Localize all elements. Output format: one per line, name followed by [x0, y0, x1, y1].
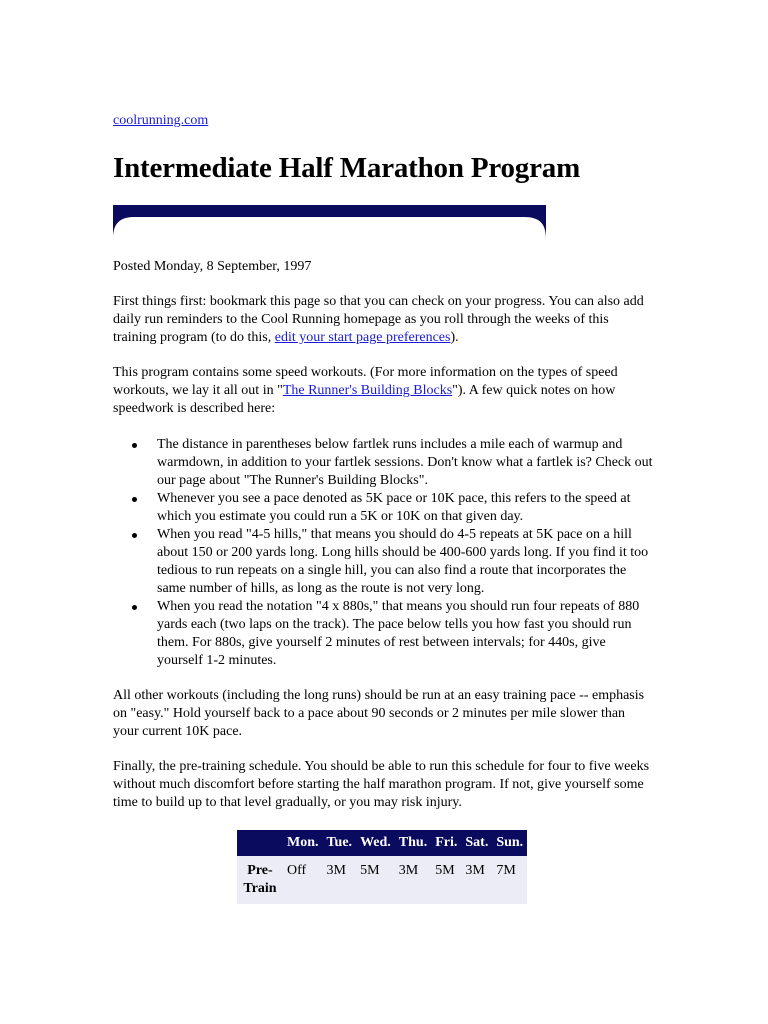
day-header-thu: Thu.: [395, 830, 431, 856]
site-link[interactable]: coolrunning.com: [113, 113, 209, 128]
list-item: [157, 436, 653, 490]
table-cell: 3M: [461, 856, 492, 904]
table-cell: 3M: [323, 856, 357, 904]
list-item: [157, 490, 653, 526]
day-header-fri: Fri.: [431, 830, 461, 856]
note-text: The distance in parentheses below fartlek runs includes a mile each of warmup and warmdown, in addition to your fartlek sessions. Don't know what a fartlek is? Check out our page about "The Runner's Building Blocks".: [157, 437, 653, 488]
row-label: Pre-Train: [237, 856, 283, 904]
day-header-wed: Wed.: [356, 830, 395, 856]
note-text: When you read "4-5 hills," that means you should do 4-5 repeats at 5K pace on a hill about 150 or 200 yards long. Long hills should be 400-600 yards long. If you find it too tedious to run repeats on a single hill, you can also find a route that incorporates the same number of hills, as long as the route is not very long.: [157, 527, 649, 596]
article: [113, 112, 653, 904]
day-header-sat: Sat.: [461, 830, 492, 856]
bullet-icon: [132, 605, 137, 610]
bullet-icon: [132, 533, 137, 538]
pretraining-schedule-table: [237, 830, 527, 904]
table-cell: 7M: [492, 856, 527, 904]
pretraining-paragraph: Finally, the pre-training schedule. You should be able to run this schedule for four to five weeks without much discomfort before starting the half marathon program. If not, give yourself some time to build up to that level gradually, or you may risk injury.: [113, 759, 650, 810]
table-cell: Off: [283, 856, 323, 904]
table-cell: 3M: [395, 856, 431, 904]
day-header-sun: Sun.: [492, 830, 527, 856]
table-corner-cell: [237, 830, 283, 856]
banner-shape: [113, 205, 546, 239]
easy-pace-paragraph: All other workouts (including the long runs) should be run at an easy training pace -- emphasis on "easy." Hold yourself back to a pace about 90 seconds or 2 minutes per mile slower than your current 10K pace.: [113, 688, 645, 739]
list-item: [157, 598, 653, 670]
intro-text-end: ).: [450, 330, 459, 345]
intro-text-start: First things first: bookmark this page so that you can check on your progress. You can also add daily run reminders to the Cool Running homepage as you roll through the weeks of this training program (to do this,: [113, 294, 644, 345]
posted-date: Posted Monday, 8 September, 1997: [113, 259, 312, 274]
day-header-mon: Mon.: [283, 830, 323, 856]
table-row: [237, 856, 527, 904]
list-item: [157, 526, 653, 598]
start-page-preferences-link[interactable]: edit your start page preferences: [274, 330, 451, 345]
speed-text-end: "). A few quick notes on how speedwork is described here:: [113, 383, 616, 416]
note-text: Whenever you see a pace denoted as 5K pace or 10K pace, this refers to the speed at which you estimate you could run a 5K or 10K on that given day.: [157, 491, 631, 524]
speedwork-notes: [113, 436, 653, 670]
speed-text-start: This program contains some speed workouts. (For more information on the types of speed workouts, we lay it all out in ": [113, 365, 618, 398]
table-cell: 5M: [356, 856, 395, 904]
building-blocks-link[interactable]: The Runner's Building Blocks: [282, 383, 453, 398]
bullet-icon: [132, 443, 137, 448]
speed-paragraph: [113, 364, 653, 418]
intro-paragraph: [113, 293, 653, 347]
table-header-row: [237, 830, 527, 856]
note-text: When you read the notation "4 x 880s," that means you should run four repeats of 880 yards each (two laps on the track). The pace below tells you how fast you should run them. For 880s, give yourself 2 minutes of rest between intervals; for 440s, give yourself 1-2 minutes.: [157, 599, 640, 668]
page-title: Intermediate Half Marathon Program: [113, 152, 581, 184]
day-header-tue: Tue.: [323, 830, 357, 856]
bullet-icon: [132, 497, 137, 502]
title-banner: [113, 205, 546, 239]
table-cell: 5M: [431, 856, 461, 904]
